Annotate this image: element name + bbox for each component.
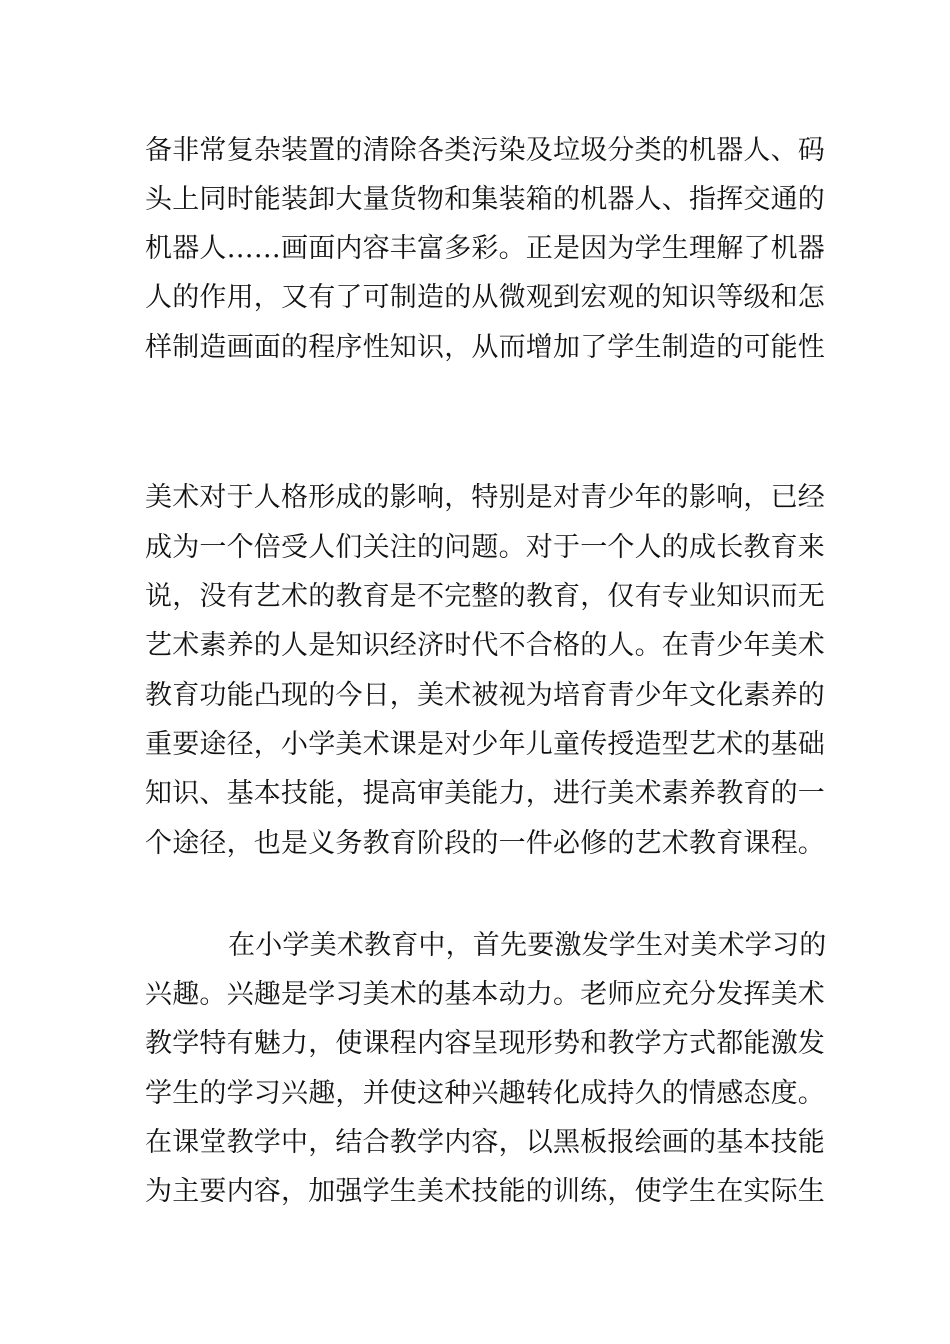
text-line: 成为一个倍受人们关注的问题。对于一个人的成长教育来 xyxy=(145,532,825,563)
text-line: 为主要内容，加强学生美术技能的训练，使学生在实际生 xyxy=(145,1176,825,1207)
text-line: 在小学美术教育中，首先要激发学生对美术学习的 xyxy=(228,930,827,961)
text-line: 人的作用，又有了可制造的从微观到宏观的知识等级和怎 xyxy=(145,282,825,313)
text-line: 知识、基本技能，提高审美能力，进行美术素养教育的一 xyxy=(145,778,825,809)
text-line: 说，没有艺术的教育是不完整的教育，仅有专业知识而无 xyxy=(145,581,825,612)
text-line: 教育功能凸现的今日，美术被视为培育青少年文化素养的 xyxy=(145,680,825,711)
text-line: 美术对于人格形成的影响，特别是对青少年的影响，已经 xyxy=(145,482,825,513)
text-line: 重要途径，小学美术课是对少年儿童传授造型艺术的基础 xyxy=(145,729,825,760)
text-line: 在课堂教学中，结合教学内容，以黑板报绘画的基本技能 xyxy=(145,1127,825,1158)
text-line: 机器人……画面内容丰富多彩。正是因为学生理解了机器 xyxy=(145,233,825,264)
text-line: 艺术素养的人是知识经济时代不合格的人。在青少年美术 xyxy=(145,630,825,661)
text-line: 兴趣。兴趣是学习美术的基本动力。老师应充分发挥美术 xyxy=(145,979,825,1010)
text-line: 教学特有魅力，使课程内容呈现形势和教学方式都能激发 xyxy=(145,1028,825,1059)
text-line: 样制造画面的程序性知识，从而增加了学生制造的可能性 xyxy=(145,332,825,363)
text-line: 学生的学习兴趣，并使这种兴趣转化成持久的情感态度。 xyxy=(145,1078,825,1109)
text-line: 头上同时能装卸大量货物和集装箱的机器人、指挥交通的 xyxy=(145,184,825,215)
text-line: 备非常复杂装置的清除各类污染及垃圾分类的机器人、码 xyxy=(145,135,825,166)
text-line: 个途径，也是义务教育阶段的一件必修的艺术教育课程。 xyxy=(145,828,825,859)
